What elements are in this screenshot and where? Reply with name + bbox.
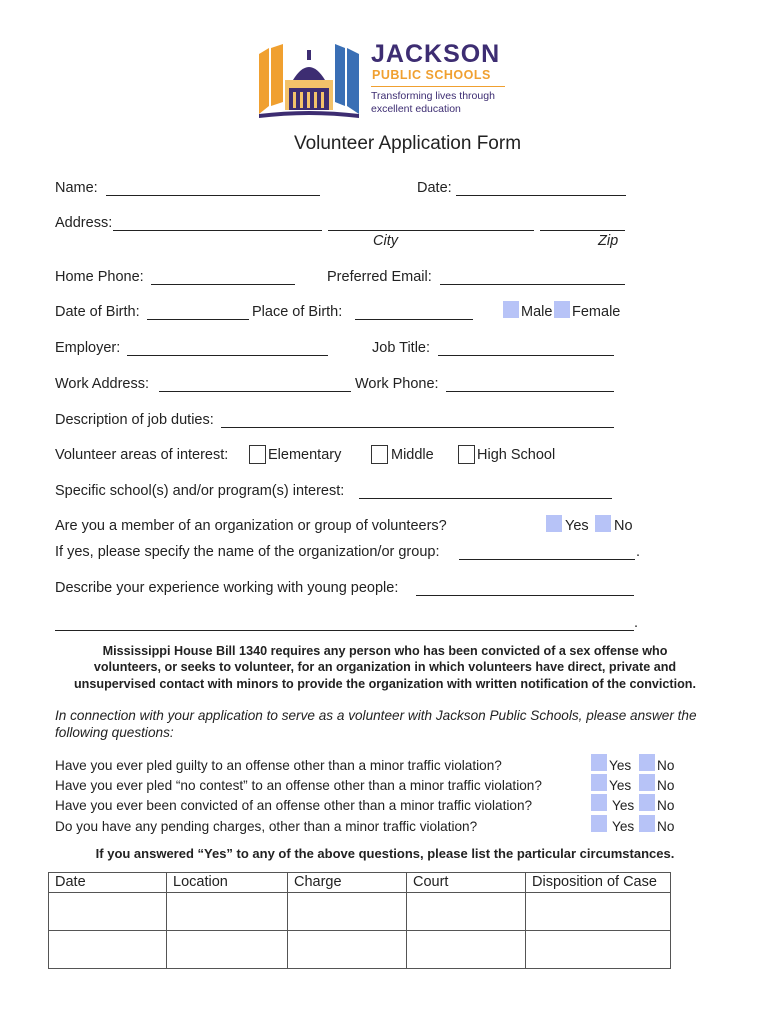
middle-label: Middle bbox=[391, 447, 434, 463]
q1-yes-label: Yes bbox=[609, 758, 632, 773]
dob-field[interactable] bbox=[147, 319, 249, 320]
org-name-period: . bbox=[636, 544, 641, 560]
experience-field-line-2[interactable] bbox=[55, 630, 634, 631]
member-yes-checkbox[interactable] bbox=[546, 515, 562, 532]
q2-yes-label: Yes bbox=[609, 778, 632, 793]
q2-yes-checkbox[interactable] bbox=[591, 774, 607, 791]
address-zip-field[interactable] bbox=[540, 230, 625, 231]
q3-yes-checkbox[interactable] bbox=[591, 794, 607, 811]
table-cell[interactable] bbox=[49, 931, 167, 969]
home-phone-label: Home Phone: bbox=[55, 269, 144, 285]
high-school-checkbox[interactable] bbox=[458, 445, 475, 464]
notice-line-3: unsupervised contact with minors to provide the organization with written notification of the conviction. bbox=[73, 677, 697, 691]
member-yes-label: Yes bbox=[565, 518, 589, 534]
org-name-field[interactable] bbox=[459, 559, 635, 560]
jps-logo bbox=[255, 40, 515, 120]
q4-yes-checkbox[interactable] bbox=[591, 815, 607, 832]
male-checkbox[interactable] bbox=[503, 301, 519, 318]
experience-field[interactable] bbox=[416, 595, 634, 596]
place-of-birth-field[interactable] bbox=[355, 319, 473, 320]
logo-divider bbox=[371, 86, 505, 87]
q3-yes-label: Yes bbox=[612, 798, 635, 813]
name-label: Name: bbox=[55, 180, 98, 196]
question-3: Have you ever been convicted of an offense other than a minor traffic violation? bbox=[55, 798, 533, 813]
job-title-label: Job Title: bbox=[372, 340, 431, 356]
male-label: Male bbox=[521, 304, 553, 320]
work-address-field[interactable] bbox=[159, 391, 351, 392]
work-phone-label: Work Phone: bbox=[355, 376, 439, 392]
logo-org-name: JACKSON bbox=[371, 40, 501, 68]
q2-no-label: No bbox=[657, 778, 675, 793]
org-name-label: If yes, please specify the name of the organization/or group: bbox=[55, 544, 440, 560]
logo-tagline-2: excellent education bbox=[371, 103, 461, 115]
table-cell[interactable] bbox=[288, 893, 407, 931]
high-school-label: High School bbox=[477, 447, 556, 463]
job-duties-label: Description of job duties: bbox=[55, 412, 214, 428]
zip-caption: Zip bbox=[598, 233, 619, 249]
home-phone-field[interactable] bbox=[151, 284, 295, 285]
header-date: Date bbox=[49, 873, 167, 893]
table-cell[interactable] bbox=[407, 931, 526, 969]
page-title: Volunteer Application Form bbox=[293, 133, 522, 154]
notice-line-2: volunteers, or seeks to volunteer, for an organization in which volunteers have direct, private and bbox=[93, 660, 677, 674]
q1-yes-checkbox[interactable] bbox=[591, 754, 607, 771]
question-1: Have you ever pled guilty to an offense other than a minor traffic violation? bbox=[55, 758, 502, 773]
q4-no-label: No bbox=[657, 819, 675, 834]
logo-emblem-icon bbox=[255, 40, 363, 118]
elementary-checkbox[interactable] bbox=[249, 445, 266, 464]
date-label: Date: bbox=[417, 180, 452, 196]
intro-text: In connection with your application to serve as a volunteer with Jackson Public Schools, please answer the following questions: bbox=[55, 708, 697, 740]
address-city-field[interactable] bbox=[328, 230, 534, 231]
table-row bbox=[49, 931, 671, 969]
work-address-label: Work Address: bbox=[55, 376, 150, 392]
notice-line-1: Mississippi House Bill 1340 requires any person who has been convicted of a sex offense who bbox=[102, 644, 668, 658]
table-cell[interactable] bbox=[167, 931, 288, 969]
question-4: Do you have any pending charges, other than a minor traffic violation? bbox=[55, 819, 478, 834]
q1-no-label: No bbox=[657, 758, 675, 773]
email-label: Preferred Email: bbox=[327, 269, 432, 285]
q3-no-checkbox[interactable] bbox=[639, 794, 655, 811]
address-street-field[interactable] bbox=[113, 230, 322, 231]
female-label: Female bbox=[572, 304, 621, 320]
work-phone-field[interactable] bbox=[446, 391, 614, 392]
table-cell[interactable] bbox=[526, 893, 671, 931]
job-duties-field[interactable] bbox=[221, 427, 614, 428]
logo-tagline-1: Transforming lives through bbox=[371, 90, 495, 102]
table-cell[interactable] bbox=[167, 893, 288, 931]
job-title-field[interactable] bbox=[438, 355, 614, 356]
member-no-checkbox[interactable] bbox=[595, 515, 611, 532]
header-disposition: Disposition of Case bbox=[526, 873, 671, 893]
q2-no-checkbox[interactable] bbox=[639, 774, 655, 791]
member-no-label: No bbox=[614, 518, 633, 534]
place-of-birth-label: Place of Birth: bbox=[252, 304, 343, 320]
elementary-label: Elementary bbox=[268, 447, 342, 463]
table-cell[interactable] bbox=[49, 893, 167, 931]
circumstances-table bbox=[48, 872, 671, 969]
q4-no-checkbox[interactable] bbox=[639, 815, 655, 832]
q3-no-label: No bbox=[657, 798, 675, 813]
address-label: Address: bbox=[55, 215, 113, 231]
experience-label: Describe your experience working with young people: bbox=[55, 580, 399, 596]
date-field[interactable] bbox=[456, 195, 626, 196]
table-cell[interactable] bbox=[407, 893, 526, 931]
name-field[interactable] bbox=[106, 195, 320, 196]
experience-period: . bbox=[634, 615, 639, 631]
circumstances-instruction: If you answered “Yes” to any of the above questions, please list the particular circumstances. bbox=[95, 846, 675, 861]
header-location: Location bbox=[167, 873, 288, 893]
logo-org-subname: PUBLIC SCHOOLS bbox=[372, 68, 491, 82]
middle-checkbox[interactable] bbox=[371, 445, 388, 464]
header-charge: Charge bbox=[288, 873, 407, 893]
member-question: Are you a member of an organization or group of volunteers? bbox=[55, 518, 447, 534]
table-row bbox=[49, 893, 671, 931]
employer-field[interactable] bbox=[127, 355, 328, 356]
areas-of-interest-label: Volunteer areas of interest: bbox=[55, 447, 229, 463]
table-cell[interactable] bbox=[288, 931, 407, 969]
employer-label: Employer: bbox=[55, 340, 121, 356]
specific-school-label: Specific school(s) and/or program(s) interest: bbox=[55, 483, 345, 499]
header-court: Court bbox=[407, 873, 526, 893]
female-checkbox[interactable] bbox=[554, 301, 570, 318]
specific-school-field[interactable] bbox=[359, 498, 612, 499]
email-field[interactable] bbox=[440, 284, 625, 285]
table-header-row bbox=[49, 873, 671, 893]
table-cell[interactable] bbox=[526, 931, 671, 969]
question-2: Have you ever pled “no contest” to an offense other than a minor traffic violation? bbox=[55, 778, 542, 793]
q4-yes-label: Yes bbox=[612, 819, 635, 834]
q1-no-checkbox[interactable] bbox=[639, 754, 655, 771]
dob-label: Date of Birth: bbox=[55, 304, 140, 320]
city-caption: City bbox=[373, 233, 398, 249]
